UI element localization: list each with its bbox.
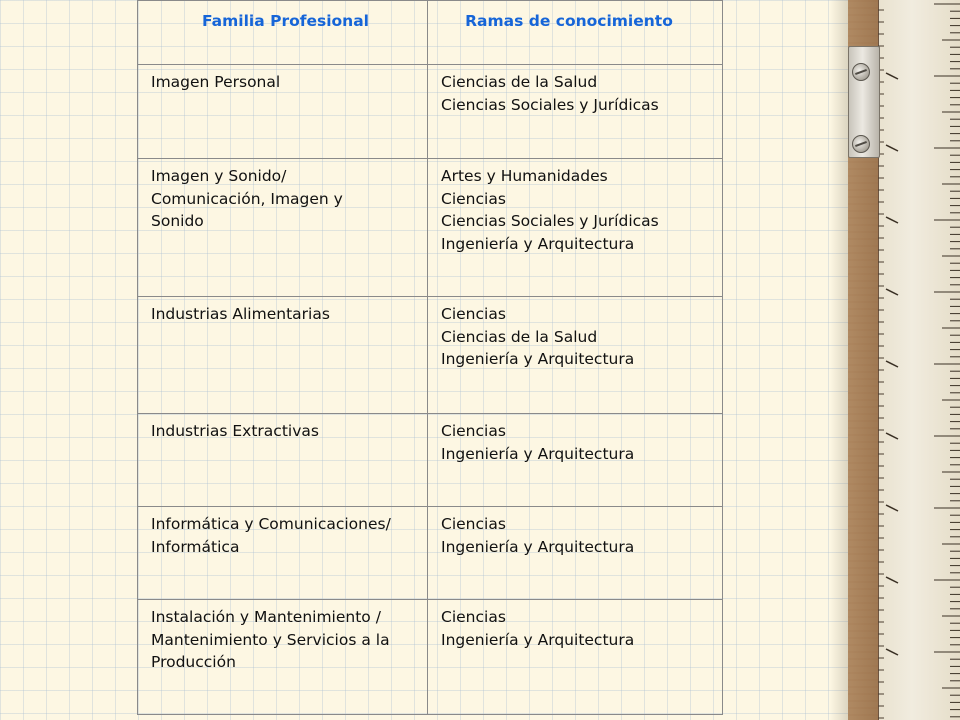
rama-text: Ingeniería y Arquitectura bbox=[441, 537, 635, 556]
screw-icon bbox=[852, 135, 870, 153]
ruler-ticks bbox=[878, 0, 960, 720]
ramas-cell bbox=[428, 600, 723, 715]
header-familia-label: Familia Profesional bbox=[202, 12, 369, 30]
header-ramas-label: Ramas de conocimiento bbox=[465, 12, 673, 30]
familia-cell bbox=[138, 159, 428, 297]
ruler-mark bbox=[886, 289, 898, 295]
ruler-mark bbox=[886, 217, 898, 223]
familia-text: Mantenimiento y Servicios a la bbox=[151, 630, 390, 649]
ruler-mark bbox=[886, 577, 898, 583]
table-row bbox=[138, 507, 723, 600]
familia-text: Producción bbox=[151, 653, 236, 671]
ramas-cell bbox=[428, 297, 723, 414]
rama-text: Artes y Humanidades bbox=[441, 167, 608, 185]
table-header-row bbox=[138, 1, 723, 65]
ruler-mark bbox=[886, 361, 898, 367]
table-row bbox=[138, 159, 723, 297]
familia-cell bbox=[138, 414, 428, 507]
familia-text: Imagen Personal bbox=[151, 73, 281, 91]
familia-text: Comunicación, Imagen y bbox=[151, 189, 343, 208]
rama-text: Ciencias bbox=[441, 189, 506, 208]
table-row bbox=[138, 600, 723, 715]
table-row bbox=[138, 65, 723, 159]
ramas-cell bbox=[428, 65, 723, 159]
table-container bbox=[137, 0, 722, 720]
familia-cell bbox=[138, 600, 428, 715]
rama-text: Ciencias bbox=[441, 515, 506, 533]
familia-cell bbox=[138, 507, 428, 600]
rama-text: Ciencias bbox=[441, 305, 506, 323]
table-row bbox=[138, 414, 723, 507]
rama-text: Ingeniería y Arquitectura bbox=[441, 630, 635, 649]
ruler-mark bbox=[886, 433, 898, 439]
ruler-mark bbox=[886, 505, 898, 511]
familia-text: Industrias Alimentarias bbox=[151, 305, 330, 323]
rama-text: Ciencias de la Salud bbox=[441, 327, 598, 346]
rama-text: Ciencias Sociales y Jurídicas bbox=[441, 95, 659, 114]
ruler-shadow bbox=[830, 0, 848, 720]
rama-text: Ingeniería y Arquitectura bbox=[441, 234, 635, 253]
rama-text: Ciencias Sociales y Jurídicas bbox=[441, 212, 659, 230]
table-row bbox=[138, 297, 723, 414]
familia-text: Instalación y Mantenimiento / bbox=[151, 608, 381, 626]
familia-text: Industrias Extractivas bbox=[151, 422, 319, 440]
rama-text: Ciencias bbox=[441, 422, 506, 440]
ruler-mark bbox=[886, 649, 898, 655]
rama-text: Ciencias de la Salud bbox=[441, 73, 598, 91]
rama-text: Ingeniería y Arquitectura bbox=[441, 444, 635, 463]
familia-text: Informática y Comunicaciones/ bbox=[151, 515, 391, 533]
ramas-cell bbox=[428, 159, 723, 297]
ruler-mark bbox=[886, 73, 898, 79]
header-ramas-conocimiento bbox=[428, 1, 723, 65]
rama-text: Ciencias bbox=[441, 608, 506, 626]
rama-text: Ingeniería y Arquitectura bbox=[441, 350, 635, 368]
familia-text: Imagen y Sonido/ bbox=[151, 167, 287, 185]
familia-cell bbox=[138, 297, 428, 414]
familia-text: Informática bbox=[151, 537, 240, 556]
familia-text: Sonido bbox=[151, 212, 204, 230]
header-familia-profesional bbox=[138, 1, 428, 65]
familia-cell bbox=[138, 65, 428, 159]
ramas-cell bbox=[428, 507, 723, 600]
ramas-cell bbox=[428, 414, 723, 507]
career-table bbox=[137, 0, 723, 715]
ruler-mark bbox=[886, 145, 898, 151]
screw-icon bbox=[852, 63, 870, 81]
